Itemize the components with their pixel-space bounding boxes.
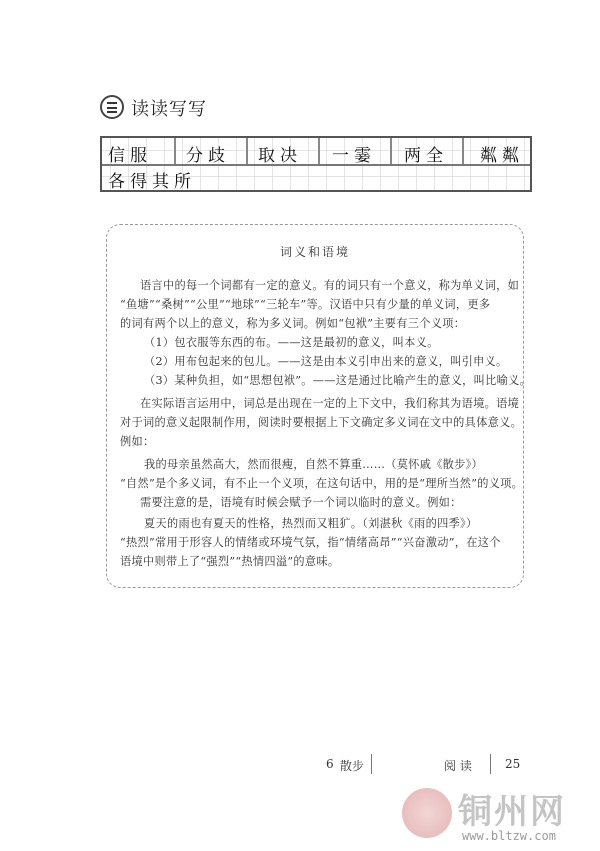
word-qujue: 取决 [258, 146, 302, 166]
note-line: （3）某种负担，如“思想包袱”。——这是通过比喻产生的意义，叫比喻义。 [144, 374, 532, 387]
note-line: 语言中的每一个词都有一定的意义。有的词只有一个意义，称为单义词，如 [140, 279, 520, 292]
word-fenqi: 分歧 [186, 146, 230, 166]
note-line: “自然”是个多义词，有不止一个义项，在这句话中，用的是“理所当然”的义项。 [120, 477, 524, 490]
watermark-logo-icon [402, 788, 452, 838]
watermark-url: www.bltzw.com [462, 829, 556, 843]
unit-title: 散步 [340, 759, 365, 773]
note-line: 我的母亲虽然高大，然而很瘦，自然不算重……（莫怀戚《散步》） [144, 458, 484, 471]
word-xinfu: 信服 [108, 146, 152, 166]
note-line: 在实际语言运用中，词总是出现在一定的上下文中，我们称其为语境。语境 [140, 397, 520, 410]
page-number: 25 [505, 757, 521, 771]
note-title: 词义和语境 [279, 245, 350, 259]
note-line: （2）用布包起来的包儿。——这是由本义引申出来的意义，叫引申义。 [144, 355, 508, 368]
footer-divider [490, 754, 491, 774]
word-yisha: 一霎 [332, 146, 376, 166]
note-line: 对于词的意义起限制作用，阅读时要根据上下文确定多义词在文中的具体意义。 [120, 416, 523, 429]
note-line: 例如： [120, 435, 155, 448]
word-liangquan: 两全 [404, 146, 448, 166]
note-line: （1）包衣服等东西的布。——这是最初的意义，叫本义。 [144, 336, 439, 349]
note-line: “鱼塘”“桑树”“公里”“地球”“三轮车”等。汉语中只有少量的单义词，更多 [120, 298, 491, 311]
note-line: 语境中则带上了“强烈”“热情四溢”的意味。 [120, 555, 340, 568]
note-line: 需要注意的是，语境有时候会赋予一个词以临时的意义。例如： [140, 496, 462, 509]
word-gedeqisuo: 各得其所 [108, 172, 196, 192]
section-title: 读读写写 [131, 99, 207, 120]
word-linlin: 粼粼 [480, 146, 524, 166]
note-line: “热烈”常用于形容人的情绪或环境气氛，指“情绪高昂”“兴奋激动”，在这个 [120, 536, 501, 549]
watermark-name: 铜州网 [458, 792, 566, 832]
note-line: 夏天的雨也有夏天的性格，热烈而又粗犷。（刘湛秋《雨的四季》） [144, 517, 478, 530]
word-grid [100, 136, 532, 192]
note-line: 的词有两个以上的意义，称为多义词。例如“包袱”主要有三个义项： [120, 317, 466, 330]
footer-divider [371, 754, 372, 774]
section-number-icon [100, 95, 124, 119]
unit-number: 6 [326, 757, 334, 771]
section-label: 阅 读 [444, 759, 472, 773]
